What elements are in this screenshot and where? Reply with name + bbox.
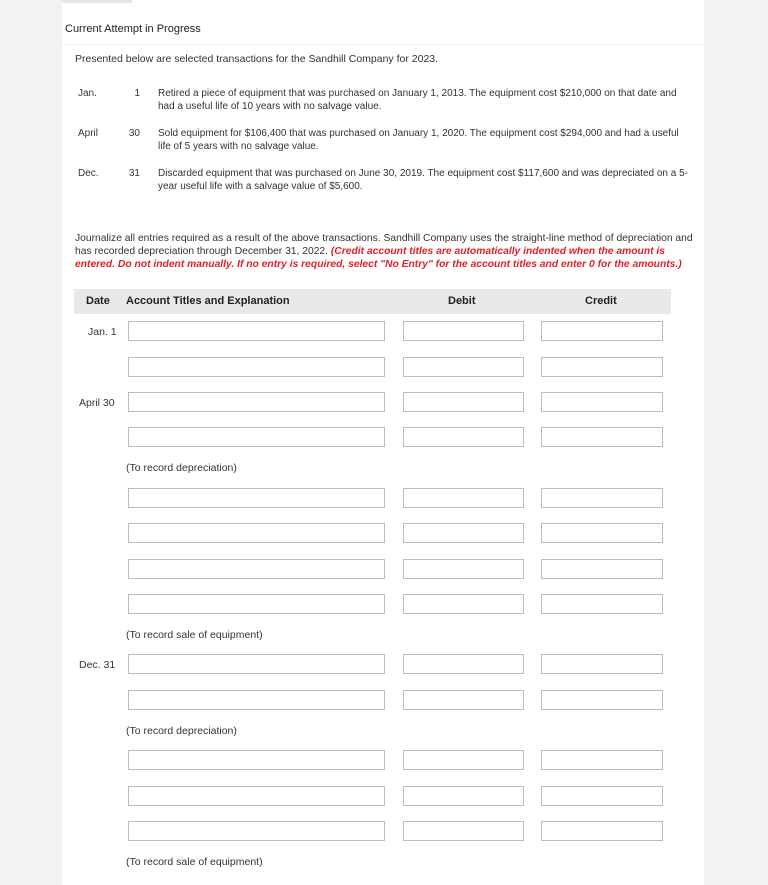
transaction-day: 1: [134, 88, 140, 99]
credit-input[interactable]: [541, 488, 663, 508]
credit-input[interactable]: [541, 321, 663, 341]
account-title-input[interactable]: [128, 392, 385, 412]
header-debit: Debit: [448, 295, 476, 307]
debit-input[interactable]: [403, 690, 524, 710]
credit-input[interactable]: [541, 427, 663, 447]
account-title-input[interactable]: [128, 821, 385, 841]
credit-input[interactable]: [541, 523, 663, 543]
debit-input[interactable]: [403, 523, 524, 543]
account-title-input[interactable]: [128, 321, 385, 341]
transaction-text: Discarded equipment that was purchased on June 30, 2019. The equipment cost $117,600 and was depreciated on a 5-year useful life with a salvage value of $5,600.: [158, 168, 688, 192]
debit-input[interactable]: [403, 821, 524, 841]
journal-table-header: [74, 289, 671, 314]
credit-input[interactable]: [541, 690, 663, 710]
explanation-depreciation: (To record depreciation): [126, 462, 237, 474]
debit-input[interactable]: [403, 427, 524, 447]
header-divider: [62, 44, 704, 45]
debit-input[interactable]: [403, 559, 524, 579]
header-date: Date: [86, 295, 110, 307]
credit-input[interactable]: [541, 821, 663, 841]
instructions: [75, 232, 697, 271]
account-title-input[interactable]: [128, 786, 385, 806]
debit-input[interactable]: [403, 321, 524, 341]
explanation-sale: (To record sale of equipment): [126, 629, 263, 641]
header-account: Account Titles and Explanation: [126, 295, 290, 307]
explanation-sale: (To record sale of equipment): [126, 856, 263, 868]
credit-input[interactable]: [541, 357, 663, 377]
date-jan-1: Jan. 1: [88, 326, 117, 338]
credit-input[interactable]: [541, 654, 663, 674]
account-title-input[interactable]: [128, 488, 385, 508]
transaction-day: 31: [128, 168, 140, 179]
attempt-status: Current Attempt in Progress: [65, 23, 201, 35]
credit-input[interactable]: [541, 750, 663, 770]
account-title-input[interactable]: [128, 427, 385, 447]
account-title-input[interactable]: [128, 690, 385, 710]
transaction-month: April: [78, 128, 99, 139]
instructions-warning: (Credit account titles are automatically indented when the amount is entered. Do not indent manually. If no entry is required, select "No Entry" for the account titles and enter 0 for the amounts.): [75, 246, 682, 270]
date-april-30: April 30: [79, 397, 115, 409]
debit-input[interactable]: [403, 392, 524, 412]
transaction-day: 30: [128, 128, 140, 139]
credit-input[interactable]: [541, 594, 663, 614]
debit-input[interactable]: [403, 786, 524, 806]
account-title-input[interactable]: [128, 559, 385, 579]
transaction-month: Dec.: [78, 168, 99, 179]
transaction-text: Sold equipment for $106,400 that was purchased on January 1, 2020. The equipment cost $294,000 and had a useful life of 5 years with no salvage value.: [158, 128, 679, 152]
transaction-text: Retired a piece of equipment that was purchased on January 1, 2013. The equipment cost $210,000 on that date and had a useful life of 10 years with no salvage value.: [158, 88, 677, 112]
credit-input[interactable]: [541, 786, 663, 806]
account-title-input[interactable]: [128, 654, 385, 674]
debit-input[interactable]: [403, 654, 524, 674]
account-title-input[interactable]: [128, 523, 385, 543]
problem-intro: Presented below are selected transactions for the Sandhill Company for 2023.: [75, 53, 439, 65]
account-title-input[interactable]: [128, 594, 385, 614]
debit-input[interactable]: [403, 594, 524, 614]
date-dec-31: Dec. 31: [79, 659, 116, 671]
account-title-input[interactable]: [128, 357, 385, 377]
debit-input[interactable]: [403, 488, 524, 508]
header-credit: Credit: [585, 295, 617, 307]
instructions-text: Journalize all entries required as a result of the above transactions. Sandhill Company uses the straight-line method of depreciation and has recorded depreciation through December 31, 2022.: [75, 233, 693, 257]
credit-input[interactable]: [541, 559, 663, 579]
credit-input[interactable]: [541, 392, 663, 412]
top-tab-strip: [62, 0, 132, 3]
account-title-input[interactable]: [128, 750, 385, 770]
transaction-month: Jan.: [78, 88, 97, 99]
debit-input[interactable]: [403, 750, 524, 770]
debit-input[interactable]: [403, 357, 524, 377]
explanation-depreciation: (To record depreciation): [126, 725, 237, 737]
